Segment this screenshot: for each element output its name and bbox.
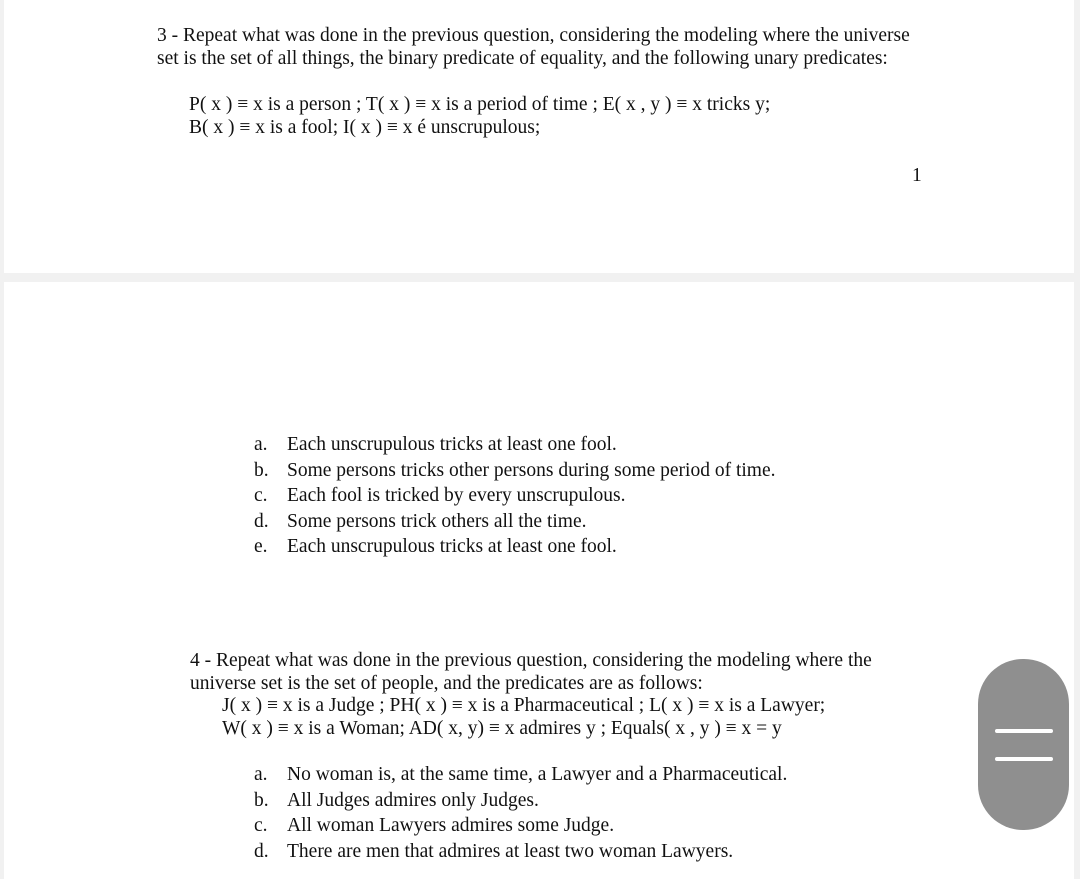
list-item-text: All Judges admires only Judges. bbox=[287, 789, 539, 811]
list-item-text: Some persons tricks other persons during some period of time. bbox=[287, 459, 776, 481]
list-marker: b. bbox=[254, 789, 269, 811]
list-item-text: Each fool is tricked by every unscrupulous. bbox=[287, 485, 626, 506]
document-page-1 bbox=[4, 0, 1074, 273]
list-marker: b. bbox=[254, 459, 269, 481]
list-item-text: All woman Lawyers admires some Judge. bbox=[287, 815, 615, 836]
list-item-text: Some persons trick others all the time. bbox=[287, 510, 587, 532]
list-marker: c. bbox=[254, 485, 268, 506]
q4-intro-line-1: 4 - Repeat what was done in the previous question, considering the modeling where the bbox=[190, 650, 872, 671]
list-item-text: No woman is, at the same time, a Lawyer and a Pharmaceutical. bbox=[287, 764, 788, 785]
q3-intro-line-2: set is the set of all things, the binary predicate of equality, and the following unary predicates: bbox=[157, 48, 888, 69]
page-number: 1 bbox=[912, 165, 922, 186]
list-item-text: Each unscrupulous tricks at least one fool. bbox=[287, 434, 617, 455]
q3-predicates-line-2: B( x ) ≡ x is a fool; I( x ) ≡ x é unscrupulous; bbox=[189, 117, 541, 138]
q3-intro-line-1: 3 - Repeat what was done in the previous question, considering the modeling where the universe bbox=[157, 25, 910, 46]
document-page-2 bbox=[4, 282, 1074, 879]
q4-predicates-line-1: J( x ) ≡ x is a Judge ; PH( x ) ≡ x is a Pharmaceutical ; L( x ) ≡ x is a Lawyer; bbox=[222, 695, 826, 716]
scroll-handle[interactable] bbox=[978, 659, 1069, 830]
drag-handle-icon bbox=[995, 729, 1053, 761]
list-item-text: Each unscrupulous tricks at least one fool. bbox=[287, 536, 617, 557]
list-marker: e. bbox=[254, 536, 268, 557]
list-marker: d. bbox=[254, 510, 269, 532]
q4-predicates-line-2: W( x ) ≡ x is a Woman; AD( x, y) ≡ x admires y ; Equals( x , y ) ≡ x = y bbox=[222, 718, 782, 739]
list-marker: a. bbox=[254, 434, 268, 455]
q4-intro-line-2: universe set is the set of people, and the predicates are as follows: bbox=[190, 673, 703, 694]
list-item-text: There are men that admires at least two woman Lawyers. bbox=[287, 840, 734, 862]
list-marker: d. bbox=[254, 840, 269, 862]
list-marker: c. bbox=[254, 815, 268, 836]
list-marker: a. bbox=[254, 764, 268, 785]
q3-predicates-line-1: P( x ) ≡ x is a person ; T( x ) ≡ x is a period of time ; E( x , y ) ≡ x tricks y; bbox=[189, 94, 771, 115]
